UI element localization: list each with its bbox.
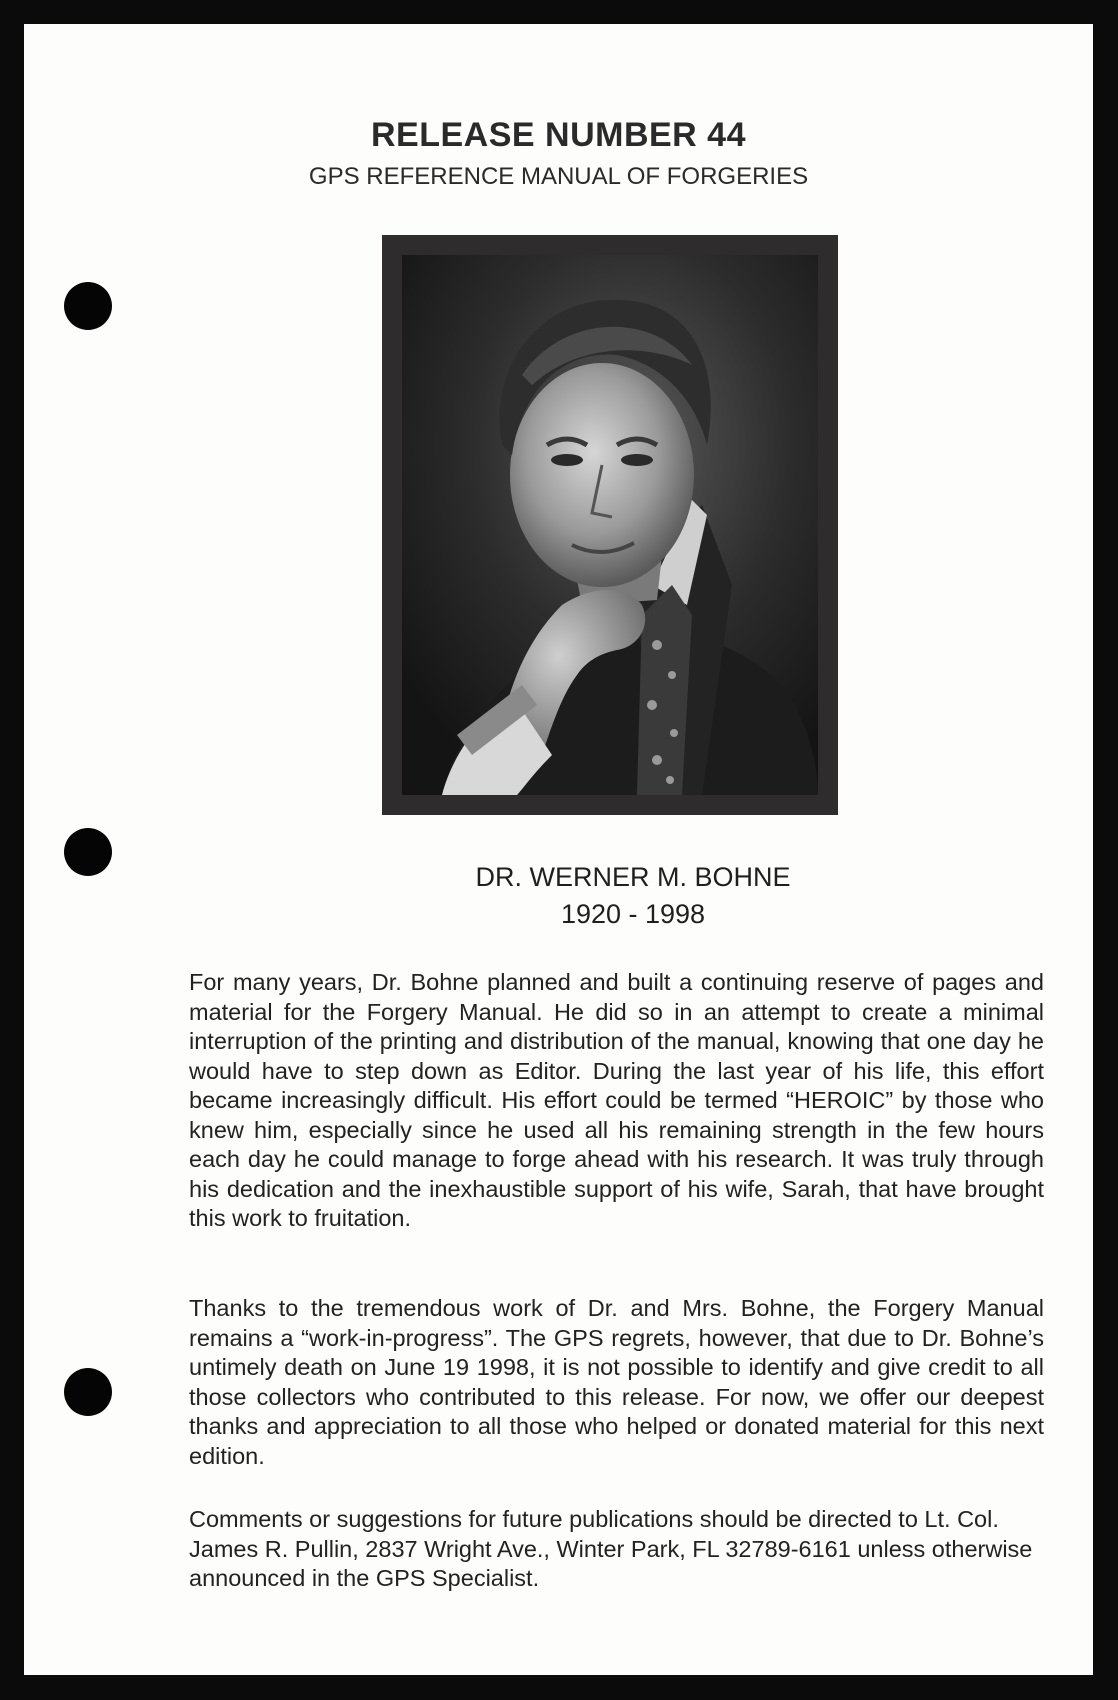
- paragraph-tribute: For many years, Dr. Bohne planned and built a continuing reserve of pages and material for the Forgery Manual. He did so in an attempt to create a minimal interruption of the printing and distribution of the manual, knowing that one day he would have to step down as Editor. During the last year of his life, this effort became increasingly difficult. His effort could be termed “HEROIC” by those who knew him, especially since he used all his remaining strength in the few hours each day he could manage to forge ahead with his research. It was truly through his dedication and the inexhaustible support of his wife, Sarah, that have brought this work to fruitation.: [189, 969, 1044, 1231]
- portrait-frame: [382, 235, 838, 815]
- portrait-photo: [402, 255, 818, 795]
- document-page: [24, 24, 1093, 1675]
- paragraph-thanks: Thanks to the tremendous work of Dr. and Mrs. Bohne, the Forgery Manual remains a “work-in-progress”. The GPS regrets, however, that due to Dr. Bohne’s untimely death on June 19 1998, it is not possible to identify and give credit to all those collectors who contributed to this release. For now, we offer our deepest thanks and appreciation to all those who helped or donated material for this next edition.: [189, 1295, 1044, 1469]
- punch-hole-bottom: [64, 1368, 112, 1416]
- manual-subtitle: GPS REFERENCE MANUAL OF FORGERIES: [308, 163, 809, 190]
- paragraph-contact: Comments or suggestions for future publications should be directed to Lt. Col. James R. Pullin, 2837 Wright Ave., Winter Park, FL 32789-6161 unless otherwise announced in the GPS Specialist.: [189, 1506, 1033, 1591]
- person-name: DR. WERNER M. BOHNE: [475, 862, 791, 892]
- punch-hole-top: [64, 282, 112, 330]
- life-dates: 1920 - 1998: [560, 899, 706, 929]
- release-title: RELEASE NUMBER 44: [370, 116, 746, 154]
- portrait-illustration: [402, 255, 818, 795]
